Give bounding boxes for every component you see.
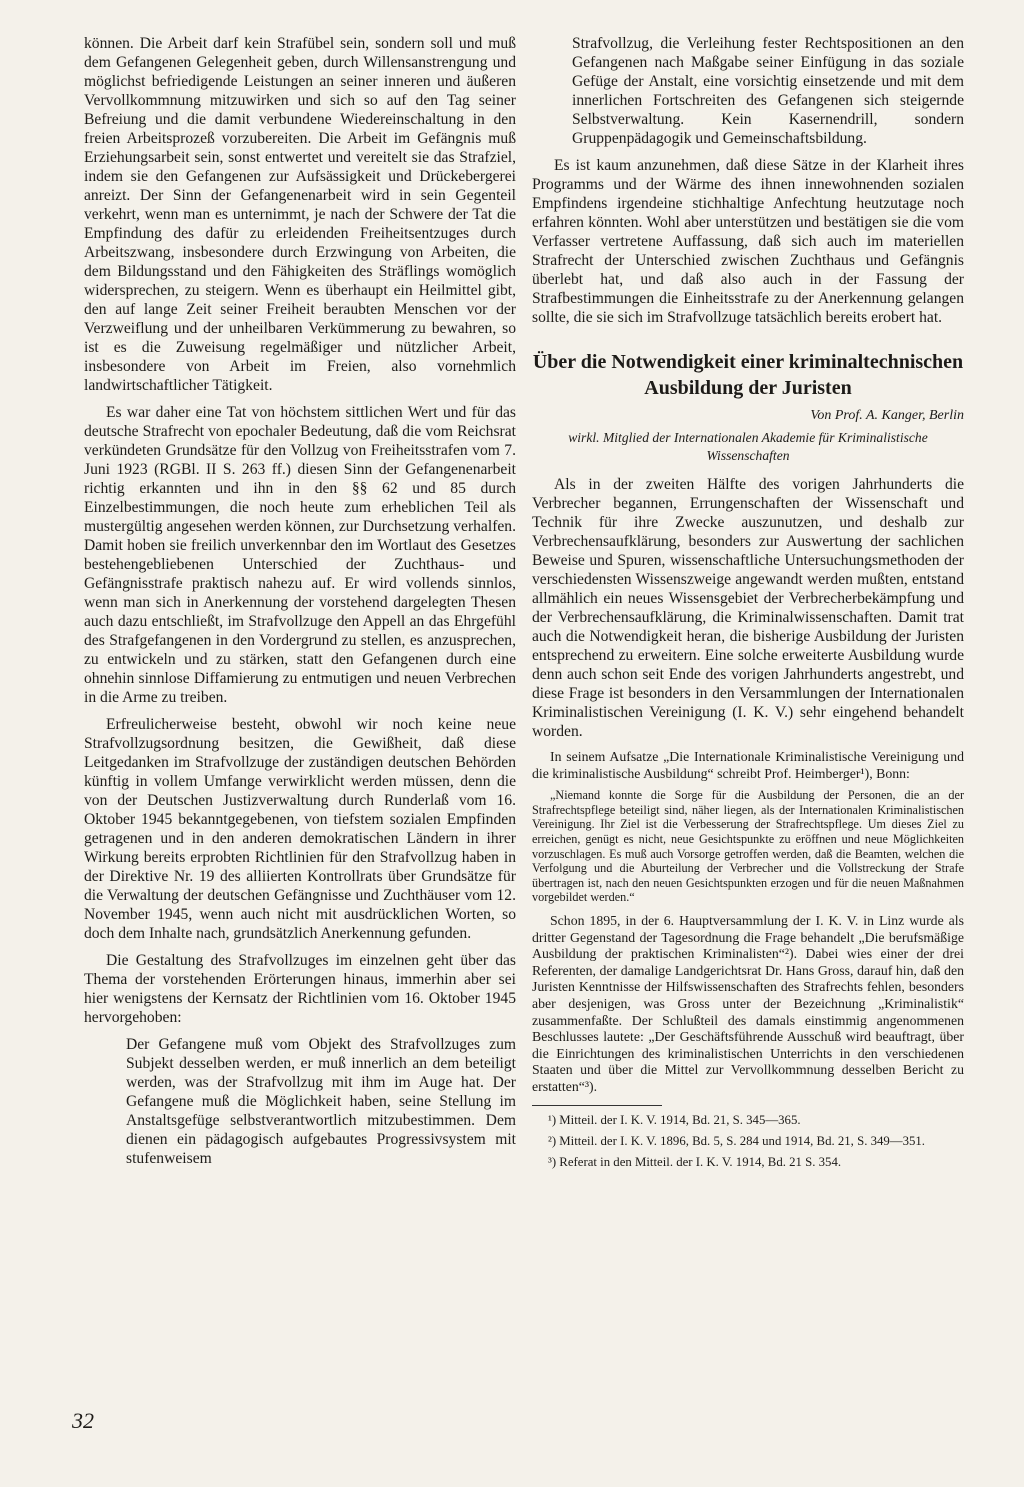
paragraph: Als in der zweiten Hälfte des vorigen Jahrhunderts die Verbrecher begannen, Errungenschaften der Wissenschaft und Technik für ihre Zwecke auszunutzen, und deshalb zur Verbrechensaufklärung, besonders zur Auswertung der sachlichen Beweise und Spuren, wissenschaftliche Untersuchungsmethoden der verschiedensten Wissenszweige angewandt werden mußten, entstand allmählich ein neues Wissensgebiet der Verbrecherbekämpfung und der Verbrechensaufklärung, die Kriminalwissenschaften. Damit trat auch die Notwendigkeit heran, die bisherige Ausbildung der Juristen entsprechend zu erweitern. Eine solche erweiterte Ausbildung wurde denn auch schon seit Ende des vorigen Jahrhunderts angestrebt, und diese Frage ist besonders in den Versammlungen der Internationalen Kriminalistischen Vereinigung (I. K. V.) sehr eingehend behandelt worden.	[532, 476, 964, 740]
paragraph: Es ist kaum anzunehmen, daß diese Sätze in der Klarheit ihres Programms und der Wärme des ihnen innewohnenden sozialen Empfindens irgendeine stichhaltige Anfechtung heutzutage noch erfahren könnten. Wohl aber unterstützen und bestätigen sie die vom Verfasser vertretene Auffassung, daß sich auch im materiellen Strafrecht der Unterschied zwischen Zuchthaus und Gefängnis überlebt hat, und daß also auch in der Fassung der Strafbestimmungen die Einheitsstrafe zu der Anerkennung gelangen sollte, die sie sich im Strafvollzuge tatsächlich bereits erobert hat.	[532, 157, 964, 326]
paragraph: Erfreulicherweise besteht, obwohl wir noch keine neue Strafvollzugsordnung besitzen, die Gewißheit, daß diese Leitgedanken im Strafvollzuge der zuständigen deutschen Behörden künftig in vollem Umfange verwirklicht werden müssen, denn die von der Deutschen Justizverwaltung durch Runderlaß vom 16. Oktober 1945 bekanntgegebenen, von tiefstem sozialen Empfinden getragenen und in den anderen demokratischen Ländern in ihrer Wirkung bereits erprobten Richtlinien für den Strafvollzug haben in der Direktive Nr. 19 des alliierten Kontrollrats über Grundsätze für die Verwaltung der deutschen Gefängnisse und Zuchthäuser vom 12. November 1945, wenn auch nicht mit ausdrücklichen Worten, so doch dem Inhalte nach, grundsätzlich Anerkennung gefunden.	[84, 716, 516, 942]
paragraph: Die Gestaltung des Strafvollzuges im einzelnen geht über das Thema der vorstehenden Erörterungen hinaus, immerhin aber sei hier wenigstens der Kernsatz der Richtlinien vom 16. Oktober 1945 hervorgehoben:	[84, 952, 516, 1026]
footnote-divider	[532, 1105, 662, 1106]
paragraph: können. Die Arbeit darf kein Strafübel sein, sondern soll und muß dem Gefangenen Gelegenheit geben, durch Willensanstrengung und möglichst befriedigende Leistungen an seiner inneren und äußeren Vervollkommnung mitzuwirken und sich so auf den Tag seiner Befreiung und die damit verbundene Wiedereinschaltung in den freien Arbeitsprozeß vorzubereiten. Die Arbeit im Gefängnis muß Erziehungsarbeit sein, sonst entwertet und vereitelt sie das Strafziel, indem sie den Gefangenen zur Aufsässigkeit und Drückebergerei anreizt. Der Sinn der Gefangenenarbeit wird in sein Gegenteil verkehrt, wenn man es unternimmt, je nach der Schwere der Tat die Empfindung des dafür zu erleidenden Freiheitsentzuges durch Arbeitszwang, insbesondere durch Erzwingung von Arbeiten, die dem Bildungsstand und den Fähigkeiten des Sträflings womöglich widersprechen, zu steigern. Wenn es überhaupt ein Heilmittel gibt, den auf lange Zeit seiner Freiheit beraubten Menschen vor der Verzweiflung und der unheilbaren Verkümmerung zu bewahren, so ist es die Zuweisung regelmäßiger und nützlicher Arbeit, insbesondere von Arbeit im Freien, also vornehmlich landwirtschaftlicher Tätigkeit.	[84, 35, 516, 394]
block-quote: „Niemand konnte die Sorge für die Ausbildung der Personen, die an der Strafrechtspflege beteiligt sind, näher liegen, als der Internationalen Kriminalistischen Vereinigung. Ihr Ziel ist die Verbesserung der Strafrechtspflege. Um dieses Ziel zu erreichen, genügt es nicht, neue Gesichtspunkte zu eröffnen und neue Möglichkeiten vorzuschlagen. Es muß auch Vorsorge getroffen werden, daß die Beamten, welchen die Verfolgung und die Aburteilung der Verbrecher und die Vollstreckung der Strafe übertragen ist, nach den neuen Gesichtspunkten erzogen und für die neuen Maßnahmen vorgebildet werden.“	[532, 788, 964, 905]
article-byline: Von Prof. A. Kanger, Berlin	[810, 408, 964, 423]
paragraph: Es war daher eine Tat von höchstem sittlichen Wert und für das deutsche Strafrecht von epochaler Bedeutung, daß die vom Reichsrat verkündeten Grundsätze für den Vollzug von Freiheitsstrafen vom 7. Juni 1923 (RGBl. II S. 263 ff.) diesen Sinn der Gefangenenarbeit richtig erkannten und ihn in den §§ 62 und 85 durch Einzelbestimmungen, die noch heute zum erheblichen Teil als mustergültig angesehen werden können, zur Durchsetzung verhalfen. Damit hoben sie freilich unverkennbar den im Wortlaut des Gesetzes bestehengebliebenen Unterschied der Zuchthaus- und Gefängnisstrafe praktisch nahezu auf. Er wird vollends sinnlos, wenn man sich in Anerkennung der vorstehend dargelegten Thesen auch dazu entschließt, im Strafvollzuge den Appell an das Ehrgefühl des Strafgefangenen in den Vordergrund zu stellen, es anzusprechen, zu entwickeln und zu stärken, statt den Gefangenen durch eine ohnehin sinnlose Diffamierung zu entmutigen und neuen Verbrechen in die Arme zu treiben.	[84, 404, 516, 706]
right-column	[532, 34, 964, 1175]
paragraph-small: Schon 1895, in der 6. Hauptversammlung der I. K. V. in Linz wurde als dritter Gegenstand der Tagesordnung die Frage behandelt „Die berufsmäßige Ausbildung der praktischen Kriminalisten“²). Dabei wies einer der drei Referenten, der damalige Landgerichtsrat Dr. Hans Gross, darauf hin, daß den Juristen Kenntnisse der Hilfswissenschaften des Strafrechts fehlen, besonders aber desjenigen, was Gross unter der Bezeichnung „Kriminalistik“ zusammenfaßte. Der Schlußteil des damals einstimmig angenommenen Beschlusses lautete: „Der Geschäftsführende Ausschuß wird beauftragt, über die Einrichtungen des kriminalistischen Unterrichts in den verschiedenen Staaten und über die Mittel zur Vervollkommnung desselben Bericht zu erstatten“³).	[532, 912, 964, 1094]
footnote: ¹) Mitteil. der I. K. V. 1914, Bd. 21, S. 345—365.	[548, 1113, 801, 1128]
page-number: 32	[72, 1408, 94, 1433]
paragraph-small: In seinem Aufsatze „Die Internationale Kriminalistische Vereinigung und die kriminalistische Ausbildung“ schreibt Prof. Heimberger¹), Bonn:	[532, 749, 964, 781]
left-column	[84, 34, 516, 1176]
article-title: Über die Notwendigkeit einer kriminaltechnischen Ausbildung der Juristen	[532, 351, 964, 399]
quoted-guideline-continued: Strafvollzug, die Verleihung fester Rechtspositionen an den Gefangenen nach Maßgabe seiner Einfügung in das soziale Gefüge der Anstalt, eine vorsichtig einsetzende und mit dem innerlichen Fortschreiten des Gefangenen sich steigernde Selbstverwaltung. Kein Kasernendrill, sondern Gruppenpädagogik und Gemeinschaftsbildung.	[572, 35, 964, 147]
footnote: ³) Referat in den Mitteil. der I. K. V. 1914, Bd. 21 S. 354.	[548, 1155, 842, 1170]
footnote: ²) Mitteil. der I. K. V. 1896, Bd. 5, S. 284 und 1914, Bd. 21, S. 349—351.	[548, 1134, 925, 1149]
article-affiliation: wirkl. Mitglied der Internationalen Akademie für Kriminalistische Wissenschaften	[568, 430, 928, 463]
quoted-guideline: Der Gefangene muß vom Objekt des Strafvollzuges zum Subjekt desselben werden, er muß innerlich an dem beteiligt werden, was der Strafvollzug mit ihm im Auge hat. Der Gefangene muß die Möglichkeit haben, seine Stellung im Anstaltsgefüge selbstverantwortlich mitzubestimmen. Dem dienen ein pädagogisch aufgebautes Progressivsystem mit stufenweisem	[126, 1036, 516, 1167]
